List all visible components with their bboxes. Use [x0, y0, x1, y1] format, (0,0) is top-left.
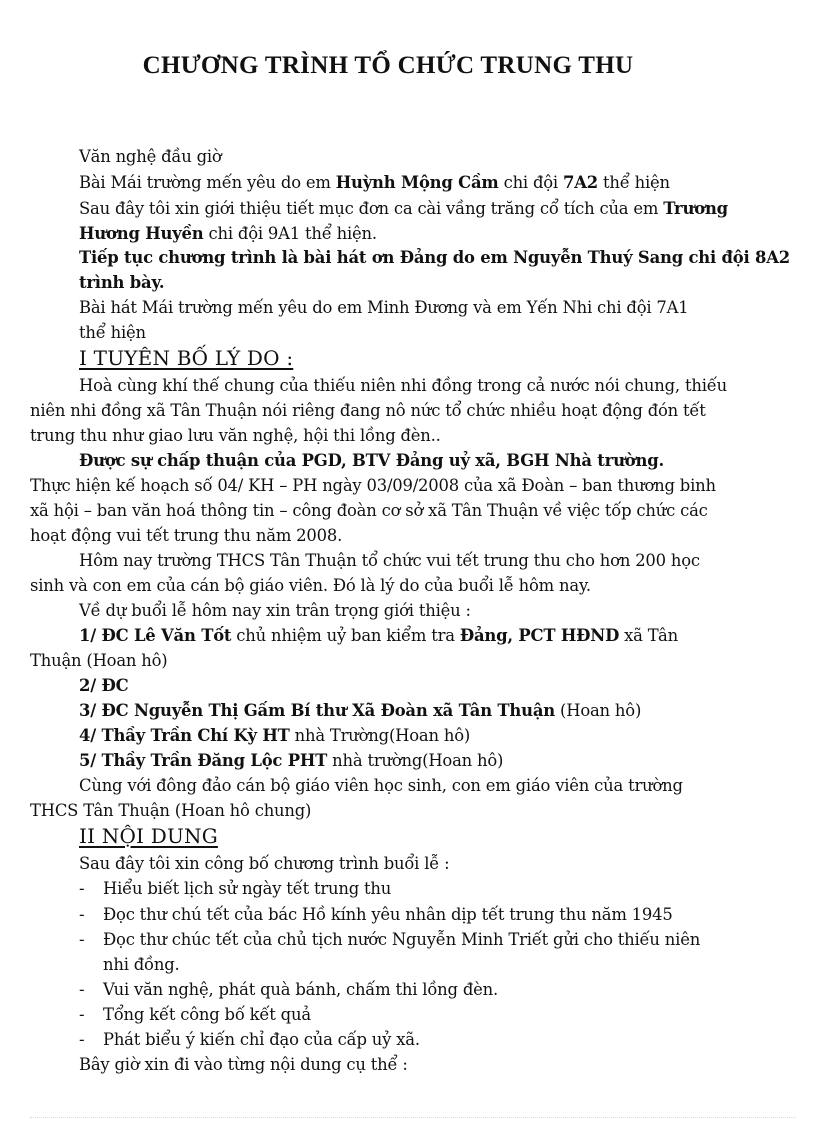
- paragraph-line: Về dự buổi lễ hôm nay xin trân trọng giới thiệu :: [79, 601, 471, 620]
- paragraph-line: Thực hiện kế hoạch số 04/ KH – PH ngày 03/09/2008 của xã Đoàn – ban thương binh: [30, 476, 716, 495]
- list-dash: -: [79, 879, 85, 898]
- intro-line: Tiếp tục chương trình là bài hát ơn Đảng do em Nguyễn Thuý Sang chi đội 8A2: [79, 248, 790, 267]
- list-item: Đọc thư chúc tết của chủ tịch nước Nguyễn Minh Triết gửi cho thiếu niên: [103, 930, 701, 949]
- paragraph-line: niên nhi đồng xã Tân Thuận nói riêng đang nô nức tổ chức nhiều hoạt động đón tết: [30, 401, 706, 420]
- list-item: Tổng kết công bố kết quả: [103, 1005, 311, 1024]
- guest-line: Thuận (Hoan hô): [30, 651, 168, 670]
- guest-line: 5/ Thầy Trần Đăng Lộc PHT nhà trường(Hoan hô): [79, 751, 504, 770]
- list-dash: -: [79, 905, 85, 924]
- intro-line: Bài Mái trường mến yêu do em Huỳnh Mộng Cầm chi đội 7A2 thể hiện: [79, 173, 670, 192]
- guest-line: 4/ Thầy Trần Chí Kỳ HT nhà Trường(Hoan hô): [79, 726, 471, 745]
- section-heading: I TUYÊN BỐ LÝ DO :: [79, 346, 294, 370]
- list-item: Phát biểu ý kiến chỉ đạo của cấp uỷ xã.: [103, 1030, 420, 1049]
- paragraph-line: xã hội – ban văn hoá thông tin – công đoàn cơ sở xã Tân Thuận về việc tốp chức các: [30, 501, 708, 520]
- intro-line: Văn nghệ đầu giờ: [79, 147, 222, 166]
- intro-line: trình bày.: [79, 273, 165, 292]
- paragraph-line: Sau đây tôi xin công bố chương trình buổi lễ :: [79, 854, 450, 873]
- paragraph-line: trung thu như giao lưu văn nghệ, hội thi lồng đèn..: [30, 426, 441, 445]
- list-dash: -: [79, 1030, 85, 1049]
- document-title: CHƯƠNG TRÌNH TỔ CHỨC TRUNG THU: [142, 52, 634, 79]
- intro-line: Hương Huyền chi đội 9A1 thể hiện.: [79, 224, 377, 243]
- guest-line: 2/ ĐC: [79, 676, 129, 695]
- paragraph-line: hoạt động vui tết trung thu năm 2008.: [30, 526, 343, 545]
- list-dash: -: [79, 980, 85, 999]
- paragraph-line: Hoà cùng khí thế chung của thiếu niên nhi đồng trong cả nước nói chung, thiếu: [79, 376, 727, 395]
- guest-line: 3/ ĐC Nguyễn Thị Gấm Bí thư Xã Đoàn xã Tân Thuận (Hoan hô): [79, 701, 642, 720]
- paragraph-line: Bây giờ xin đi vào từng nội dung cụ thể :: [79, 1055, 408, 1074]
- paragraph-line: Hôm nay trường THCS Tân Thuận tổ chức vui tết trung thu cho hơn 200 học: [79, 551, 700, 570]
- list-item: Đọc thư chú tết của bác Hồ kính yêu nhân dịp tết trung thu năm 1945: [103, 905, 673, 924]
- list-dash: -: [79, 930, 85, 949]
- paragraph-line: Được sự chấp thuận của PGD, BTV Đảng uỷ xã, BGH Nhà trường.: [79, 451, 665, 470]
- paragraph-line: THCS Tân Thuận (Hoan hô chung): [30, 801, 312, 820]
- guest-line: 1/ ĐC Lê Văn Tốt chủ nhiệm uỷ ban kiểm tra Đảng, PCT HĐND xã Tân: [79, 626, 678, 645]
- list-item: Hiểu biết lịch sử ngày tết trung thu: [103, 879, 392, 898]
- list-item: Vui văn nghệ, phát quà bánh, chấm thi lồng đèn.: [103, 980, 498, 999]
- paragraph-line: Cùng với đông đảo cán bộ giáo viên học sinh, con em giáo viên của trường: [79, 776, 683, 795]
- paragraph-line: sinh và con em của cán bộ giáo viên. Đó là lý do của buổi lễ hôm nay.: [30, 576, 591, 595]
- list-item-continuation: nhi đồng.: [103, 955, 180, 974]
- intro-line: thể hiện: [79, 323, 146, 342]
- section-heading: II NỘI DUNG: [79, 824, 218, 848]
- page-bottom-rule: [30, 1117, 796, 1118]
- intro-line: Sau đây tôi xin giới thiệu tiết mục đơn ca cài vầng trăng cổ tích của em Trương: [79, 199, 728, 218]
- list-dash: -: [79, 1005, 85, 1024]
- intro-line: Bài hát Mái trường mến yêu do em Minh Đương và em Yến Nhi chi đội 7A1: [79, 298, 689, 317]
